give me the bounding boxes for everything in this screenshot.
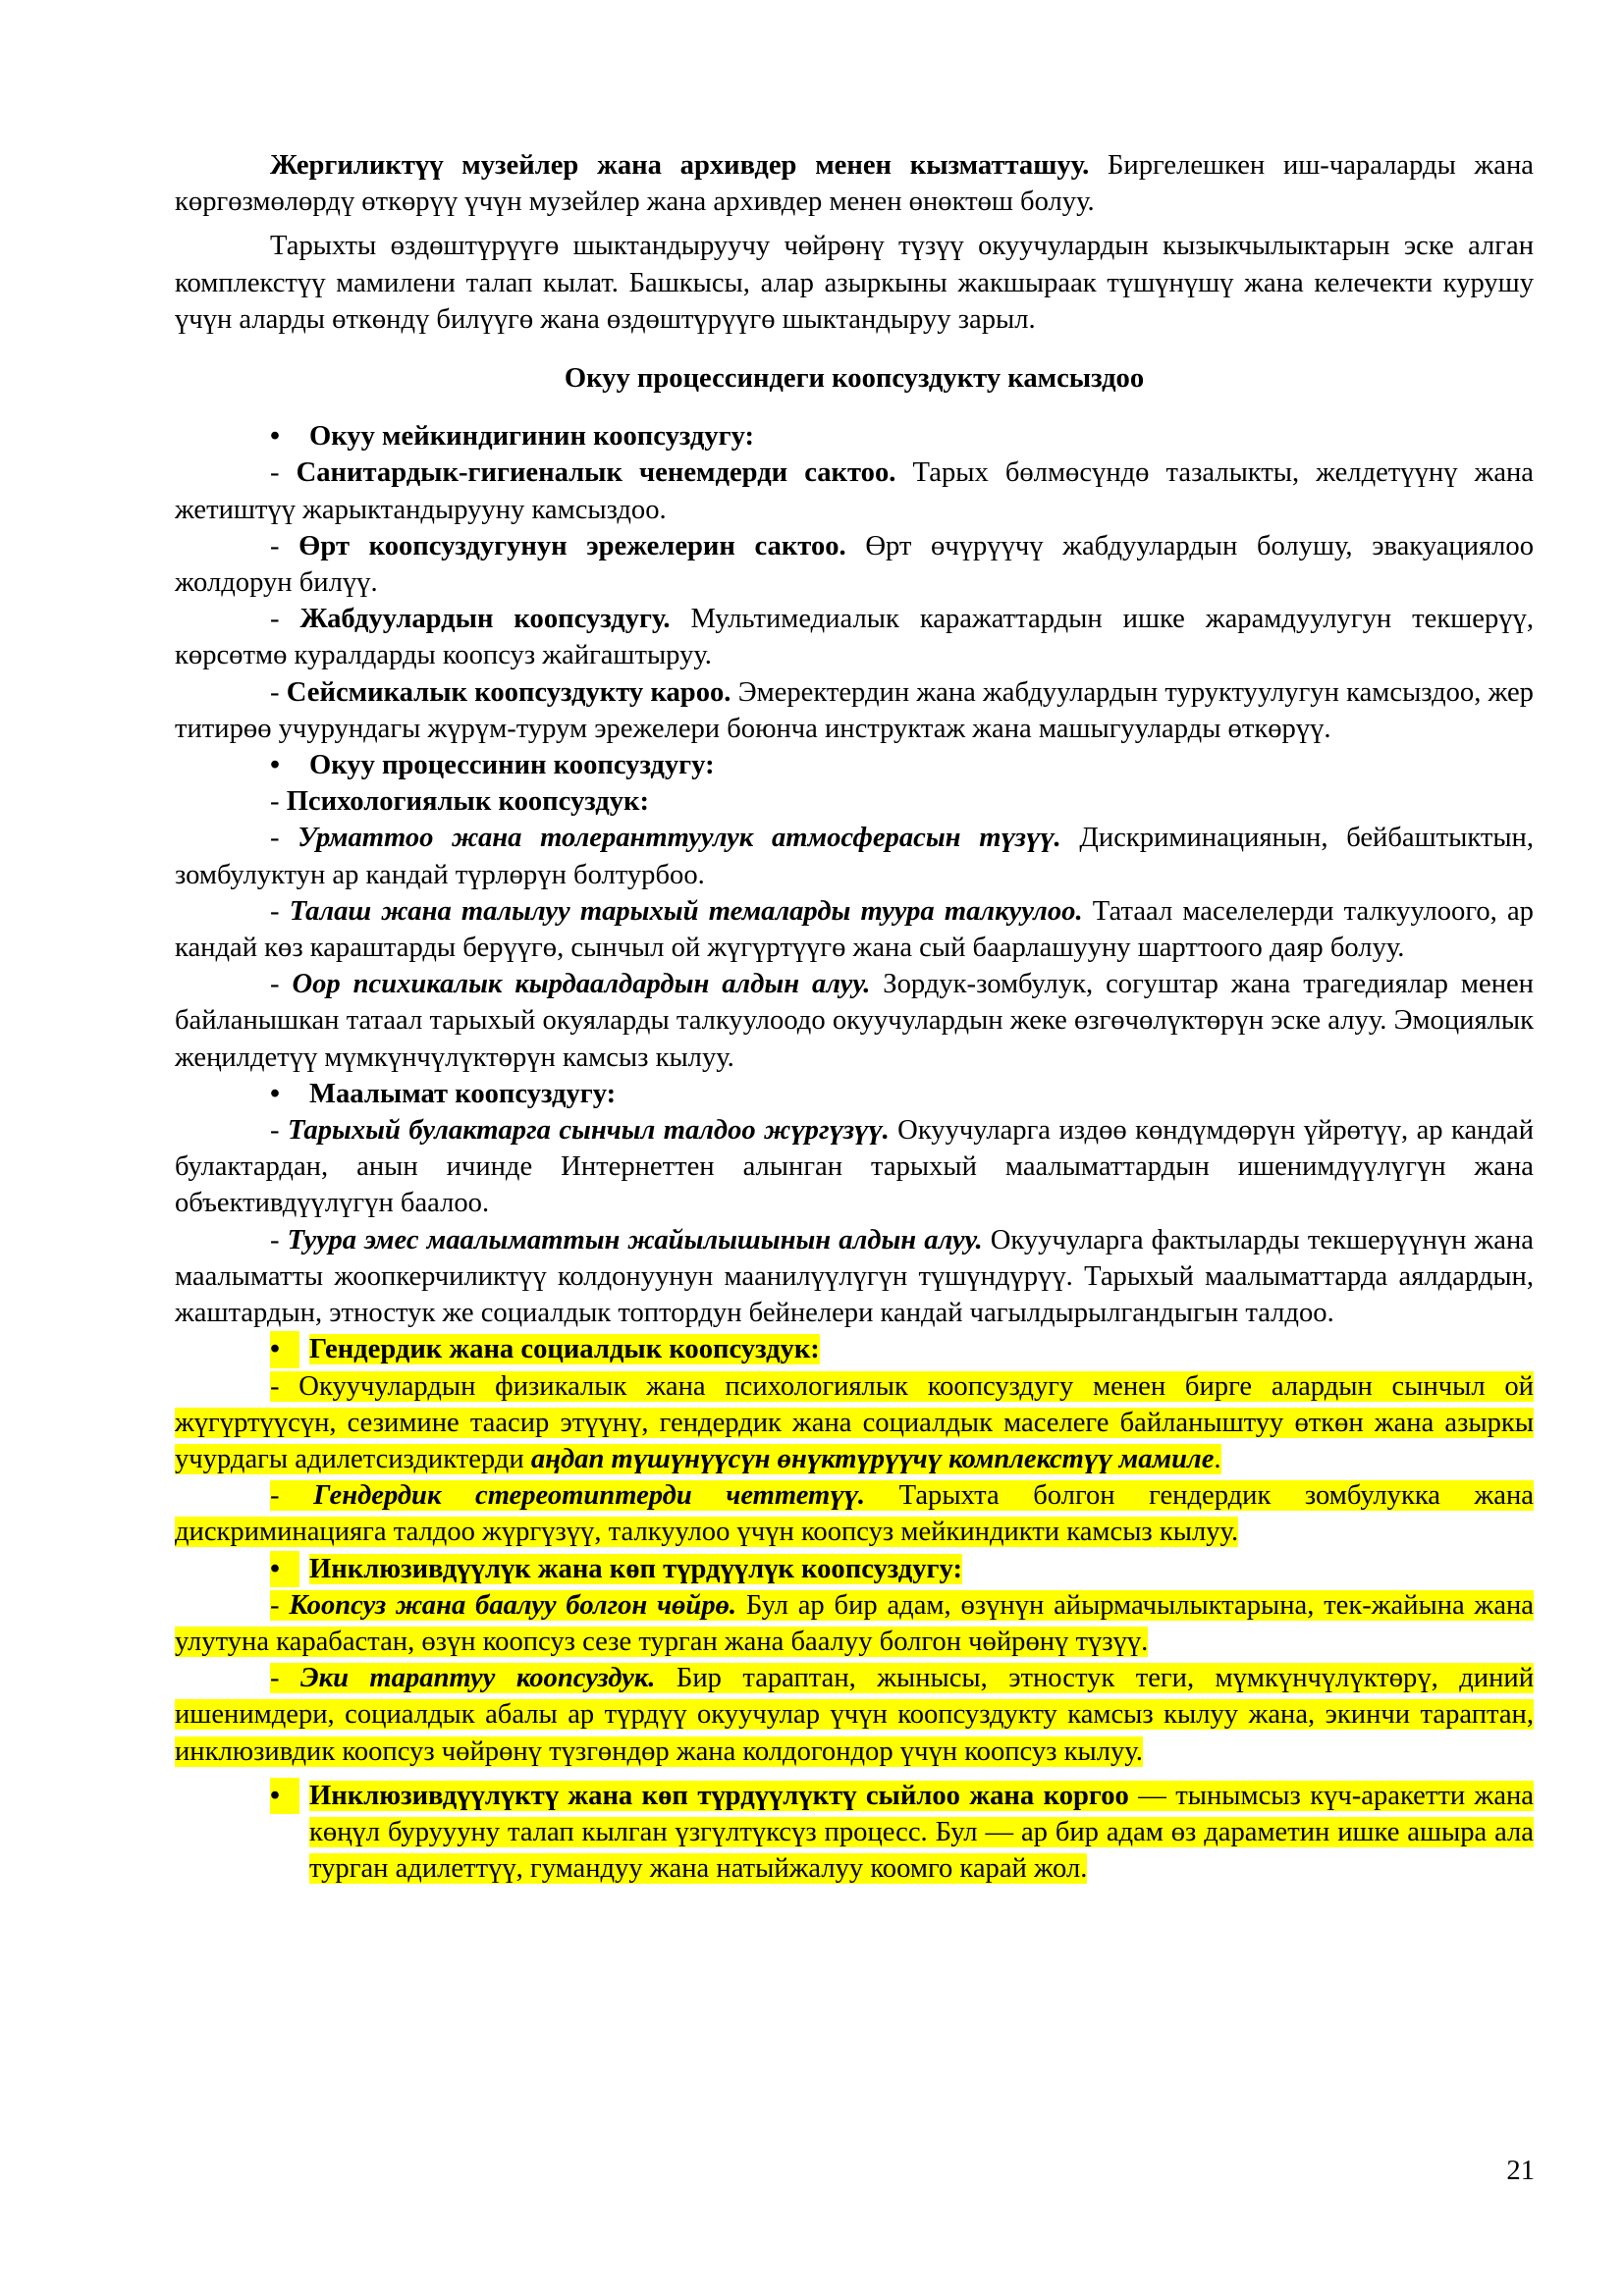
item-body: Мультимедиалык каражаттардын ишке жарамдуулугун текшерүү, көрсөтмө куралдарды коопсуз жайгаштыруу.	[175, 604, 1534, 671]
bullet-item-highlighted	[175, 1551, 1534, 1587]
bullet-label: Окуу процессинин коопсуздугу:	[309, 750, 715, 781]
dash-icon: -	[270, 823, 280, 854]
bullet-item	[175, 1076, 1534, 1112]
dash-icon: -	[270, 457, 280, 489]
dash-item	[175, 893, 1534, 966]
dash-icon: -	[270, 1480, 280, 1512]
item-lead: Эки тараптуу коопсуздук.	[299, 1663, 656, 1694]
item-body: Өрт өчүрүүчү жабдуулардын болушу, эвакуациялоо жолдорун билүү.	[175, 530, 1535, 599]
page-number: 21	[1506, 2156, 1535, 2186]
dash-item-highlighted	[175, 1368, 1534, 1478]
item-lead: Санитардык-гигиеналык ченемдерди сактоо.	[296, 457, 896, 489]
bullet-item	[175, 747, 1534, 783]
dash-icon: -	[270, 786, 280, 818]
item-lead: Тарыхый булактарга сынчыл талдоо жүргүзүү.	[287, 1115, 890, 1147]
bullet-icon: •	[270, 421, 281, 453]
dash-icon: -	[270, 895, 280, 927]
bullet-label: Окуу мейкиндигинин коопсуздугу:	[309, 421, 755, 453]
item-emphasis: аңдап түшүнүүсүн өнүктүрүүчү комплекстүү мамиле	[530, 1443, 1215, 1474]
dash-icon: -	[270, 1370, 280, 1402]
item-lead: Урматтоо жана толеранттуулук атмосферасын түзүү.	[298, 823, 1061, 854]
dash-item	[175, 783, 1534, 820]
dash-icon: -	[270, 530, 280, 561]
bullet-icon: •	[270, 1331, 299, 1367]
item-body: Тарыхта болгон гендердик зомбулукка жана дискриминацияга талдоо жүргүзүү, талкуулоо үчүн коопсуз мейкиндикти камсыз кылуу.	[175, 1480, 1534, 1548]
dash-icon: -	[270, 1115, 280, 1147]
final-lead: Инклюзивдүүлүктү жана көп түрдүүлүктү сыйлоо жана коргоо	[309, 1780, 1129, 1811]
dash-item	[175, 601, 1534, 673]
bullet-item-highlighted	[175, 1331, 1534, 1367]
bullet-item	[175, 418, 1534, 454]
item-end: .	[1214, 1443, 1221, 1474]
dash-item	[175, 674, 1534, 747]
item-lead: Туура эмес маалыматтын жайылышынын алдын алуу.	[287, 1224, 983, 1255]
paragraph-lead: Жергиликтүү музейлер жана архивдер менен кызматташуу.	[270, 150, 1090, 181]
section-heading: Окуу процессиндеги коопсуздукту камсыздоо	[564, 363, 1145, 395]
item-lead: Өрт коопсуздугунун эрежелерин сактоо.	[298, 530, 846, 561]
dash-item	[175, 966, 1534, 1076]
dash-icon: -	[270, 969, 280, 1000]
item-body: Дискриминациянын, бейбаштыктын, зомбулуктун ар кандай түрлөрүн болтурбоо.	[175, 823, 1534, 890]
item-lead: Талаш жана талылуу тарыхый темаларды туура талкуулоо.	[289, 895, 1083, 927]
item-body: Бир тараптан, жынысы, этностук теги, мүмкүнчүлүктөрү, диний ишенимдери, социалдык абалы ар түрдүү окуучулар үчүн коопсуздукту камсыз кылуу жана, экинчи тараптан, инклюзивдик коопсуз чөйрөнү түзгөндөр жана колдогондор үчүн коопсуз кылуу.	[175, 1663, 1534, 1767]
dash-item	[175, 454, 1534, 527]
item-lead: Жабдуулардын коопсуздугу.	[299, 604, 671, 635]
item-body: Окуучуларга издөө көндүмдөрүн үйрөтүү, ар кандай булактардан, анын ичинде Интернеттен алынган тарыхый маалыматтардын ишенимдүүлүгүн жана объективдүүлүгүн баалоо.	[175, 1115, 1535, 1219]
dash-item-highlighted	[175, 1587, 1534, 1660]
item-body: Окуучулардын физикалык жана психологиялык коопсуздугу менен бирге алардын сынчыл ой жүгүртүүсүн, сезимине таасир этүүнү, гендердик жана социалдык маселеге байланыштуу өткөн жана азыркы учурдагы адилетсиздиктерди	[175, 1370, 1534, 1474]
dash-item	[175, 1222, 1534, 1332]
final-paragraph-highlighted	[175, 1778, 1534, 1888]
dash-icon: -	[270, 676, 280, 708]
dash-item	[175, 1112, 1534, 1222]
dash-icon: -	[270, 1663, 280, 1694]
dash-icon: -	[270, 1224, 280, 1255]
dash-icon: -	[270, 604, 280, 635]
dash-item-highlighted	[175, 1660, 1534, 1770]
item-body: Бул ар бир адам, өзүнүн айырмачылыктарына, тек-жайына жана улутуна карабастан, өзүн коопсуз сезе турган жана баалуу болгон чөйрөнү түзүү.	[175, 1589, 1535, 1657]
bullet-label: Инклюзивдүүлүк жана көп түрдүүлүк коопсуздугу:	[309, 1553, 962, 1584]
item-lead: Гендердик стереотиптерди четтетүү.	[313, 1480, 866, 1512]
final-body: — тынымсыз күч-аракетти жана көңүл буруууну талап кылган үзгүлтүксүз процесс. Бул — ар бир адам өз дараметин ишке ашыра ала турган адилеттүү, гумандуу жана натыйжалуу коомго карай жол.	[309, 1780, 1534, 1885]
dash-item	[175, 528, 1534, 601]
dash-item-highlighted	[175, 1477, 1534, 1550]
paragraph-body: Биргелешкен иш-чараларды жана көргөзмөлөрдү өткөрүү үчүн музейлер жана архивдер менен өнөктөш болуу.	[175, 150, 1534, 218]
dash-item	[175, 820, 1534, 892]
item-lead: Оор психикалык кырдаалдардын алдын алуу.	[292, 969, 871, 1000]
item-body: Татаал маселелерди талкуулоого, ар кандай көз караштарды берүүгө, сынчыл ой жүгүртүүгө жана сый баарлашууну шарттоого даяр болуу.	[175, 895, 1534, 964]
paragraph-body: Тарыхты өздөштүрүүгө шыктандыруучу чөйрөнү түзүү окуучулардын кызыкчылыктарын эске алган комплекстүү мамилени талап кылат. Башкысы, алар азыркыны жакшыраак түшүнүшү жана келечекти курушу үчүн аларды өткөндү билүүгө жана өздөштүрүүгө шыктандыруу зарыл.	[175, 231, 1534, 335]
bullet-icon: •	[270, 1778, 299, 1814]
item-body: Эмеректердин жана жабдуулардын туруктуулугун камсыздоо, жер титирөө учурундагы жүрүм-турум эрежелери боюнча инструктаж жана машыгууларды өткөрүү.	[175, 676, 1534, 744]
bullet-icon: •	[270, 750, 281, 781]
subheading: Психологиялык коопсуздук:	[286, 786, 649, 818]
document-page	[175, 147, 1534, 1887]
item-body: Тарых бөлмөсүндө тазалыкты, желдетүүнү жана жетиштүү жарыктандырууну камсыздоо.	[175, 457, 1535, 525]
paragraph-history-environment	[175, 228, 1534, 338]
item-lead: Коопсуз жана баалуу болгон чөйрө.	[289, 1589, 737, 1621]
paragraph-museums	[175, 147, 1534, 220]
bullet-label: Гендердик жана социалдык коопсуздук:	[309, 1334, 820, 1365]
item-lead: Сейсмикалык коопсуздукту кароо.	[286, 676, 731, 708]
dash-icon: -	[270, 1589, 280, 1621]
bullet-label: Маалымат коопсуздугу:	[309, 1078, 617, 1109]
bullet-icon: •	[270, 1078, 281, 1109]
item-body: Окуучуларга фактыларды текшерүүнүн жана маалыматты жоопкерчиликтүү колдонуунун маанилүүлүгүн түшүндүрүү. Тарыхый маалыматтарда аялдардын, жаштардын, этностук же социалдык топтордун бейнелери кандай чагылдырылгандыгын талдоо.	[175, 1224, 1534, 1329]
bullet-icon: •	[270, 1551, 299, 1587]
item-body: Зордук-зомбулук, согуштар жана трагедиялар менен байланышкан татаал тарыхый окуяларды талкуулоодо окуучулардын жеке өзгөчөлүктөрүн эске алуу. Эмоциялык жеңилдетүү мүмкүнчүлүктөрүн камсыз кылуу.	[175, 969, 1534, 1073]
